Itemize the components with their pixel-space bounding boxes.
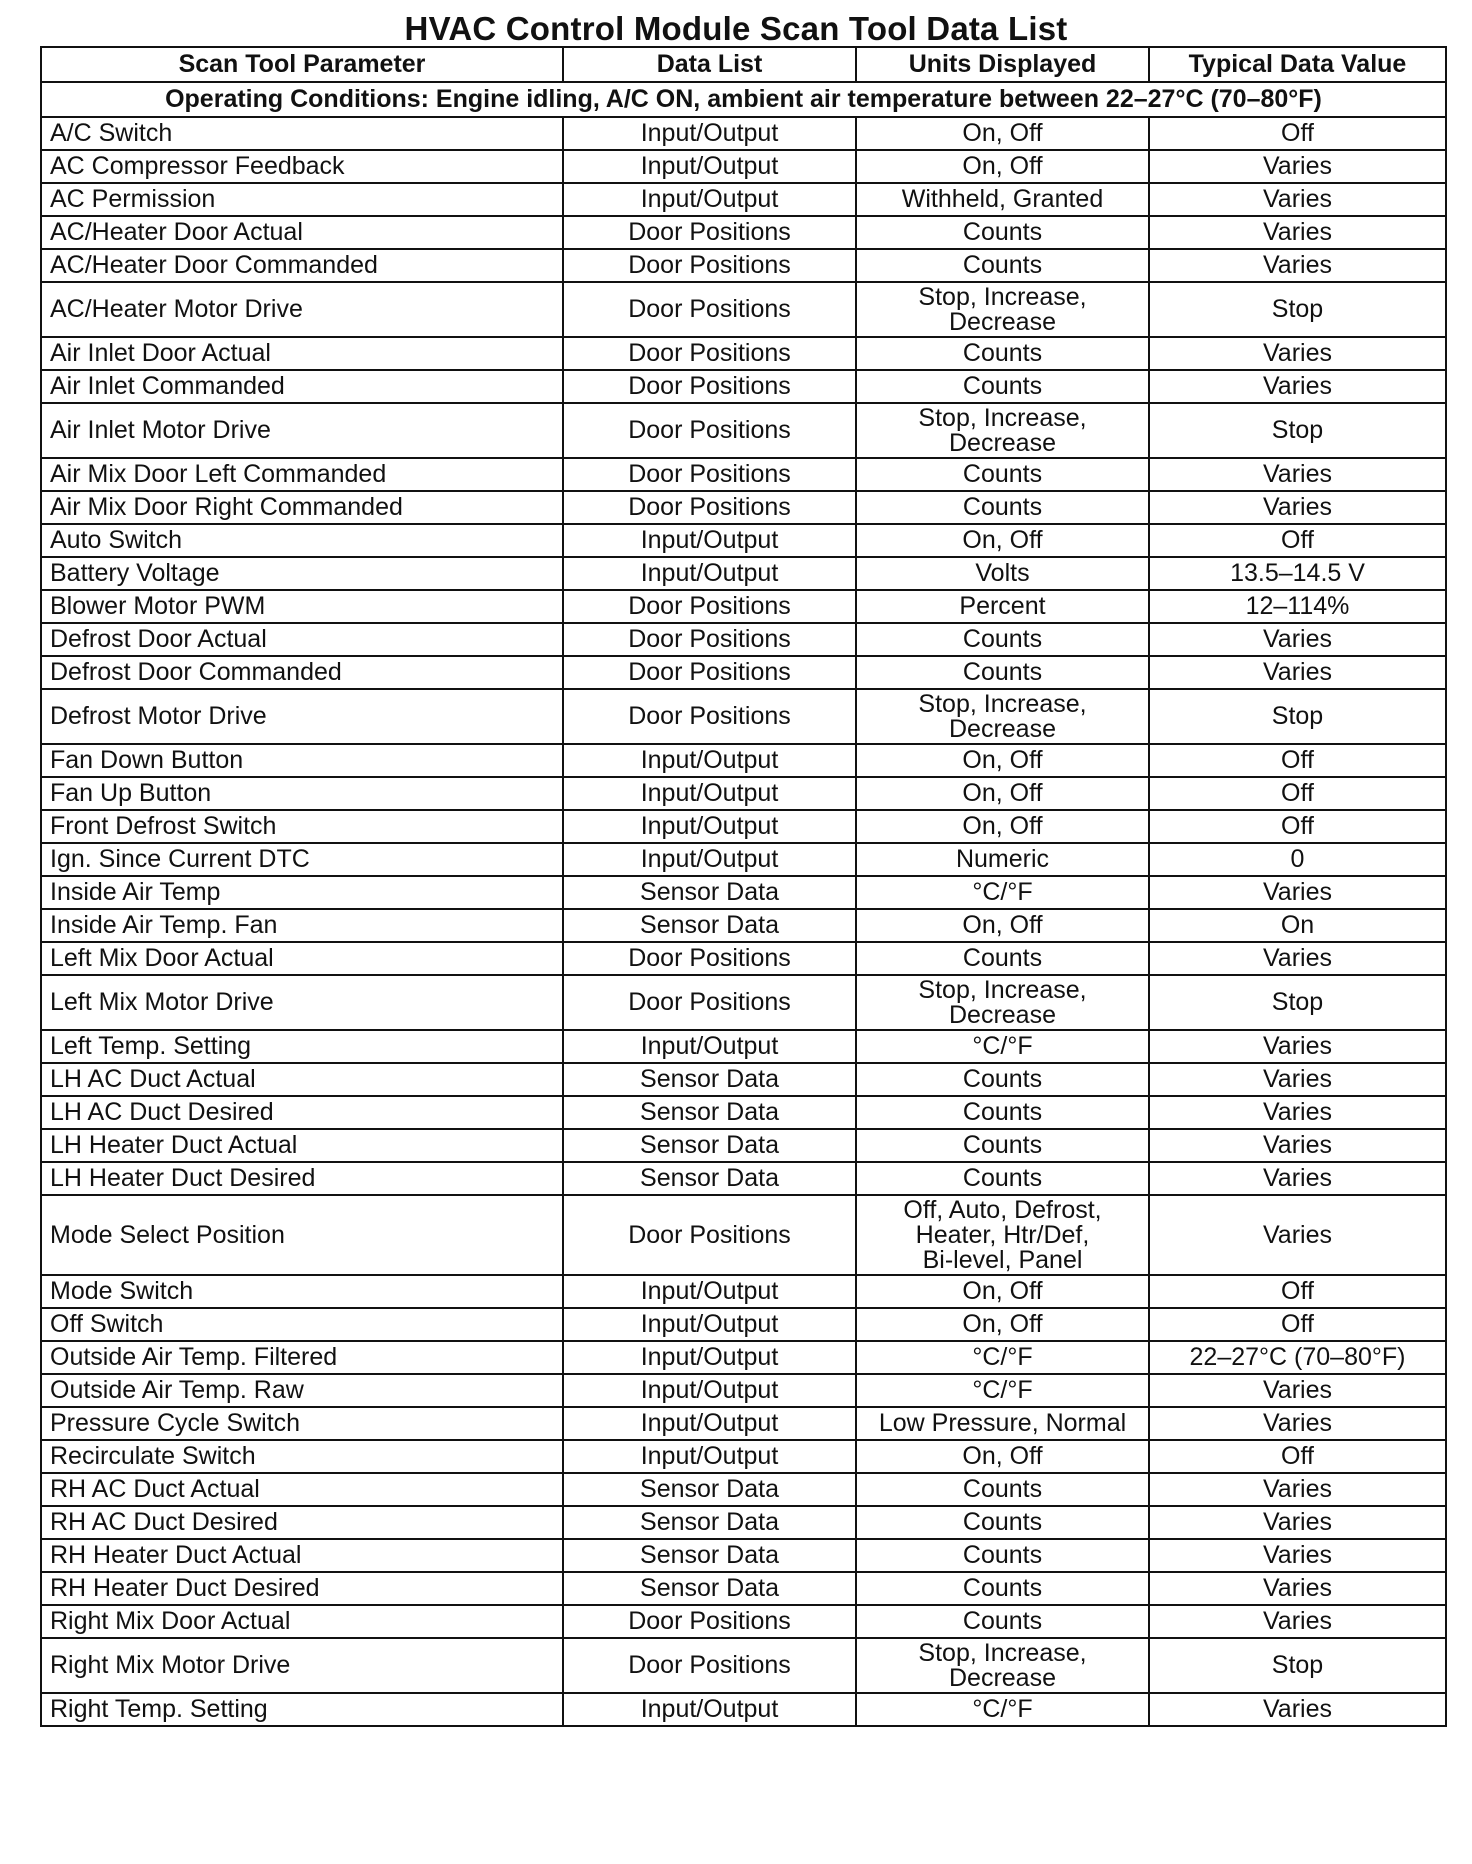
data-list-cell: Sensor Data	[563, 1162, 856, 1195]
typical-value-cell: Off	[1149, 744, 1446, 777]
typical-value-cell: On	[1149, 909, 1446, 942]
typical-value-cell: Varies	[1149, 216, 1446, 249]
param-cell: AC Permission	[41, 183, 563, 216]
typical-value-cell: Varies	[1149, 1195, 1446, 1275]
units-cell: Stop, Increase, Decrease	[856, 1638, 1149, 1693]
header-row	[41, 47, 1446, 82]
typical-value-cell: Varies	[1149, 1473, 1446, 1506]
typical-value-cell: Varies	[1149, 1129, 1446, 1162]
param-cell: Mode Select Position	[41, 1195, 563, 1275]
data-list-cell: Sensor Data	[563, 1506, 856, 1539]
param-cell: RH AC Duct Actual	[41, 1473, 563, 1506]
data-list-cell: Sensor Data	[563, 876, 856, 909]
units-cell: Counts	[856, 370, 1149, 403]
param-cell: Left Temp. Setting	[41, 1030, 563, 1063]
typical-value-cell: Stop	[1149, 689, 1446, 744]
param-cell: Outside Air Temp. Filtered	[41, 1341, 563, 1374]
param-cell: Defrost Door Commanded	[41, 656, 563, 689]
data-list-cell: Door Positions	[563, 942, 856, 975]
units-cell: Counts	[856, 1572, 1149, 1605]
data-list-cell: Door Positions	[563, 1195, 856, 1275]
typical-value-cell: Varies	[1149, 1374, 1446, 1407]
table-row	[41, 1162, 1446, 1195]
data-list-cell: Door Positions	[563, 656, 856, 689]
data-list-cell: Door Positions	[563, 623, 856, 656]
data-list-cell: Input/Output	[563, 1440, 856, 1473]
units-cell: Stop, Increase, Decrease	[856, 689, 1149, 744]
table-row	[41, 689, 1446, 744]
param-cell: Defrost Motor Drive	[41, 689, 563, 744]
typical-value-cell: Varies	[1149, 1539, 1446, 1572]
typical-value-cell: Varies	[1149, 183, 1446, 216]
data-list-cell: Door Positions	[563, 337, 856, 370]
param-cell: LH AC Duct Actual	[41, 1063, 563, 1096]
table-row	[41, 975, 1446, 1030]
table-row	[41, 458, 1446, 491]
typical-value-cell: 22–27°C (70–80°F)	[1149, 1341, 1446, 1374]
data-list-cell: Sensor Data	[563, 1572, 856, 1605]
table-row	[41, 1030, 1446, 1063]
typical-value-cell: Off	[1149, 524, 1446, 557]
data-list-cell: Door Positions	[563, 216, 856, 249]
table-row	[41, 590, 1446, 623]
data-list-cell: Input/Output	[563, 117, 856, 150]
param-cell: RH Heater Duct Actual	[41, 1539, 563, 1572]
typical-value-cell: Varies	[1149, 458, 1446, 491]
table-row	[41, 150, 1446, 183]
table-row	[41, 942, 1446, 975]
param-cell: LH AC Duct Desired	[41, 1096, 563, 1129]
units-cell: Counts	[856, 337, 1149, 370]
typical-value-cell: Stop	[1149, 975, 1446, 1030]
units-cell: Stop, Increase, Decrease	[856, 975, 1149, 1030]
typical-value-cell: Varies	[1149, 1506, 1446, 1539]
units-cell: Counts	[856, 623, 1149, 656]
units-cell: Counts	[856, 1063, 1149, 1096]
table-row	[41, 337, 1446, 370]
table-row	[41, 403, 1446, 458]
units-cell: Counts	[856, 216, 1149, 249]
typical-value-cell: 13.5–14.5 V	[1149, 557, 1446, 590]
column-header-typical-value: Typical Data Value	[1149, 47, 1446, 82]
typical-value-cell: Varies	[1149, 1693, 1446, 1726]
units-cell: Stop, Increase, Decrease	[856, 282, 1149, 337]
units-cell: Withheld, Granted	[856, 183, 1149, 216]
units-cell: °C/°F	[856, 1693, 1149, 1726]
typical-value-cell: Varies	[1149, 876, 1446, 909]
data-list-cell: Door Positions	[563, 370, 856, 403]
typical-value-cell: Off	[1149, 1308, 1446, 1341]
param-cell: RH Heater Duct Desired	[41, 1572, 563, 1605]
param-cell: AC/Heater Motor Drive	[41, 282, 563, 337]
typical-value-cell: Stop	[1149, 403, 1446, 458]
param-cell: RH AC Duct Desired	[41, 1506, 563, 1539]
typical-value-cell: Varies	[1149, 942, 1446, 975]
table-row	[41, 183, 1446, 216]
data-list-cell: Input/Output	[563, 1030, 856, 1063]
typical-value-cell: Stop	[1149, 282, 1446, 337]
units-cell: Stop, Increase, Decrease	[856, 403, 1149, 458]
units-cell: °C/°F	[856, 1030, 1149, 1063]
table-row	[41, 216, 1446, 249]
param-cell: AC/Heater Door Actual	[41, 216, 563, 249]
operating-conditions-row	[41, 82, 1446, 117]
units-cell: On, Off	[856, 1308, 1149, 1341]
param-cell: Fan Down Button	[41, 744, 563, 777]
table-row	[41, 876, 1446, 909]
table-row	[41, 1605, 1446, 1638]
data-list-cell: Sensor Data	[563, 1129, 856, 1162]
data-list-cell: Sensor Data	[563, 1096, 856, 1129]
param-cell: Defrost Door Actual	[41, 623, 563, 656]
param-cell: Outside Air Temp. Raw	[41, 1374, 563, 1407]
units-cell: Counts	[856, 1506, 1149, 1539]
typical-value-cell: Varies	[1149, 249, 1446, 282]
data-list-cell: Input/Output	[563, 777, 856, 810]
data-list-cell: Input/Output	[563, 1374, 856, 1407]
table-row	[41, 909, 1446, 942]
param-cell: LH Heater Duct Actual	[41, 1129, 563, 1162]
param-cell: LH Heater Duct Desired	[41, 1162, 563, 1195]
units-cell: Counts	[856, 1162, 1149, 1195]
data-list-cell: Input/Output	[563, 1407, 856, 1440]
units-cell: On, Off	[856, 117, 1149, 150]
typical-value-cell: Varies	[1149, 1030, 1446, 1063]
data-list-cell: Sensor Data	[563, 1473, 856, 1506]
table-row	[41, 1195, 1446, 1275]
typical-value-cell: Varies	[1149, 370, 1446, 403]
typical-value-cell: Off	[1149, 1440, 1446, 1473]
typical-value-cell: Varies	[1149, 1162, 1446, 1195]
units-cell: Counts	[856, 1539, 1149, 1572]
table-row	[41, 1407, 1446, 1440]
units-cell: Counts	[856, 249, 1149, 282]
units-cell: Low Pressure, Normal	[856, 1407, 1149, 1440]
column-header-data-list: Data List	[563, 47, 856, 82]
param-cell: AC/Heater Door Commanded	[41, 249, 563, 282]
data-list-cell: Door Positions	[563, 1638, 856, 1693]
units-cell: °C/°F	[856, 1374, 1149, 1407]
typical-value-cell: Varies	[1149, 150, 1446, 183]
units-cell: Counts	[856, 942, 1149, 975]
param-cell: Right Mix Motor Drive	[41, 1638, 563, 1693]
typical-value-cell: Varies	[1149, 1063, 1446, 1096]
table-row	[41, 1473, 1446, 1506]
param-cell: Off Switch	[41, 1308, 563, 1341]
units-cell: Counts	[856, 1473, 1149, 1506]
units-cell: Counts	[856, 1129, 1149, 1162]
table-row	[41, 249, 1446, 282]
typical-value-cell: Off	[1149, 117, 1446, 150]
typical-value-cell: Off	[1149, 777, 1446, 810]
units-cell: Numeric	[856, 843, 1149, 876]
units-cell: On, Off	[856, 1275, 1149, 1308]
units-cell: Percent	[856, 590, 1149, 623]
data-list-cell: Input/Output	[563, 1341, 856, 1374]
param-cell: Air Inlet Motor Drive	[41, 403, 563, 458]
units-cell: °C/°F	[856, 876, 1149, 909]
table-row	[41, 117, 1446, 150]
table-row	[41, 370, 1446, 403]
typical-value-cell: Varies	[1149, 1407, 1446, 1440]
data-list-cell: Input/Output	[563, 150, 856, 183]
param-cell: Blower Motor PWM	[41, 590, 563, 623]
param-cell: Air Mix Door Left Commanded	[41, 458, 563, 491]
table-row	[41, 810, 1446, 843]
data-list-cell: Input/Output	[563, 557, 856, 590]
table-row	[41, 1063, 1446, 1096]
data-list-cell: Sensor Data	[563, 909, 856, 942]
units-cell: On, Off	[856, 909, 1149, 942]
units-cell: Counts	[856, 491, 1149, 524]
table-row	[41, 1129, 1446, 1162]
column-header-parameter: Scan Tool Parameter	[41, 47, 563, 82]
data-list-cell: Door Positions	[563, 975, 856, 1030]
param-cell: Mode Switch	[41, 1275, 563, 1308]
table-row	[41, 1308, 1446, 1341]
units-cell: Counts	[856, 1605, 1149, 1638]
units-cell: Counts	[856, 1096, 1149, 1129]
param-cell: Air Inlet Commanded	[41, 370, 563, 403]
table-row	[41, 491, 1446, 524]
typical-value-cell: Varies	[1149, 1572, 1446, 1605]
data-list-cell: Input/Output	[563, 1308, 856, 1341]
table-row	[41, 1096, 1446, 1129]
param-cell: AC Compressor Feedback	[41, 150, 563, 183]
param-cell: Fan Up Button	[41, 777, 563, 810]
table-row	[41, 1693, 1446, 1726]
data-list-cell: Input/Output	[563, 744, 856, 777]
typical-value-cell: 12–114%	[1149, 590, 1446, 623]
units-cell: On, Off	[856, 744, 1149, 777]
scan-tool-data-table	[40, 46, 1447, 1727]
param-cell: Right Temp. Setting	[41, 1693, 563, 1726]
operating-conditions: Operating Conditions: Engine idling, A/C ON, ambient air temperature between 22–27°C (70–80°F)	[41, 82, 1446, 117]
data-list-cell: Sensor Data	[563, 1539, 856, 1572]
table-row	[41, 843, 1446, 876]
table-row	[41, 1539, 1446, 1572]
table-row	[41, 1374, 1446, 1407]
param-cell: Inside Air Temp	[41, 876, 563, 909]
page-title: HVAC Control Module Scan Tool Data List	[404, 10, 1068, 47]
param-cell: A/C Switch	[41, 117, 563, 150]
table-row	[41, 1638, 1446, 1693]
typical-value-cell: Varies	[1149, 623, 1446, 656]
param-cell: Air Inlet Door Actual	[41, 337, 563, 370]
data-list-cell: Door Positions	[563, 249, 856, 282]
data-list-cell: Door Positions	[563, 590, 856, 623]
data-list-cell: Door Positions	[563, 689, 856, 744]
table-row	[41, 623, 1446, 656]
units-cell: On, Off	[856, 777, 1149, 810]
param-cell: Right Mix Door Actual	[41, 1605, 563, 1638]
typical-value-cell: 0	[1149, 843, 1446, 876]
param-cell: Pressure Cycle Switch	[41, 1407, 563, 1440]
data-list-cell: Input/Output	[563, 183, 856, 216]
param-cell: Inside Air Temp. Fan	[41, 909, 563, 942]
units-cell: On, Off	[856, 1440, 1149, 1473]
data-list-cell: Input/Output	[563, 1275, 856, 1308]
table-row	[41, 557, 1446, 590]
typical-value-cell: Varies	[1149, 656, 1446, 689]
data-list-cell: Door Positions	[563, 403, 856, 458]
typical-value-cell: Varies	[1149, 1605, 1446, 1638]
units-cell: On, Off	[856, 810, 1149, 843]
units-cell: On, Off	[856, 150, 1149, 183]
table-row	[41, 1506, 1446, 1539]
table-row	[41, 524, 1446, 557]
units-cell: Volts	[856, 557, 1149, 590]
typical-value-cell: Varies	[1149, 491, 1446, 524]
data-list-cell: Door Positions	[563, 491, 856, 524]
table-row	[41, 1572, 1446, 1605]
column-header-units: Units Displayed	[856, 47, 1149, 82]
units-cell: °C/°F	[856, 1341, 1149, 1374]
units-cell: Off, Auto, Defrost, Heater, Htr/Def, Bi-level, Panel	[856, 1195, 1149, 1275]
data-list-cell: Input/Output	[563, 1693, 856, 1726]
typical-value-cell: Stop	[1149, 1638, 1446, 1693]
data-list-cell: Sensor Data	[563, 1063, 856, 1096]
param-cell: Auto Switch	[41, 524, 563, 557]
table-row	[41, 1275, 1446, 1308]
units-cell: Counts	[856, 458, 1149, 491]
table-row	[41, 1341, 1446, 1374]
units-cell: Counts	[856, 656, 1149, 689]
param-cell: Left Mix Door Actual	[41, 942, 563, 975]
data-list-cell: Input/Output	[563, 810, 856, 843]
data-list-cell: Door Positions	[563, 282, 856, 337]
param-cell: Air Mix Door Right Commanded	[41, 491, 563, 524]
table-row	[41, 282, 1446, 337]
typical-value-cell: Varies	[1149, 337, 1446, 370]
param-cell: Ign. Since Current DTC	[41, 843, 563, 876]
data-list-cell: Door Positions	[563, 1605, 856, 1638]
typical-value-cell: Off	[1149, 1275, 1446, 1308]
param-cell: Recirculate Switch	[41, 1440, 563, 1473]
units-cell: On, Off	[856, 524, 1149, 557]
table-row	[41, 744, 1446, 777]
table-row	[41, 656, 1446, 689]
table-row	[41, 1440, 1446, 1473]
param-cell: Left Mix Motor Drive	[41, 975, 563, 1030]
data-list-cell: Door Positions	[563, 458, 856, 491]
param-cell: Battery Voltage	[41, 557, 563, 590]
param-cell: Front Defrost Switch	[41, 810, 563, 843]
data-list-cell: Input/Output	[563, 843, 856, 876]
table-row	[41, 777, 1446, 810]
typical-value-cell: Off	[1149, 810, 1446, 843]
typical-value-cell: Varies	[1149, 1096, 1446, 1129]
data-list-cell: Input/Output	[563, 524, 856, 557]
